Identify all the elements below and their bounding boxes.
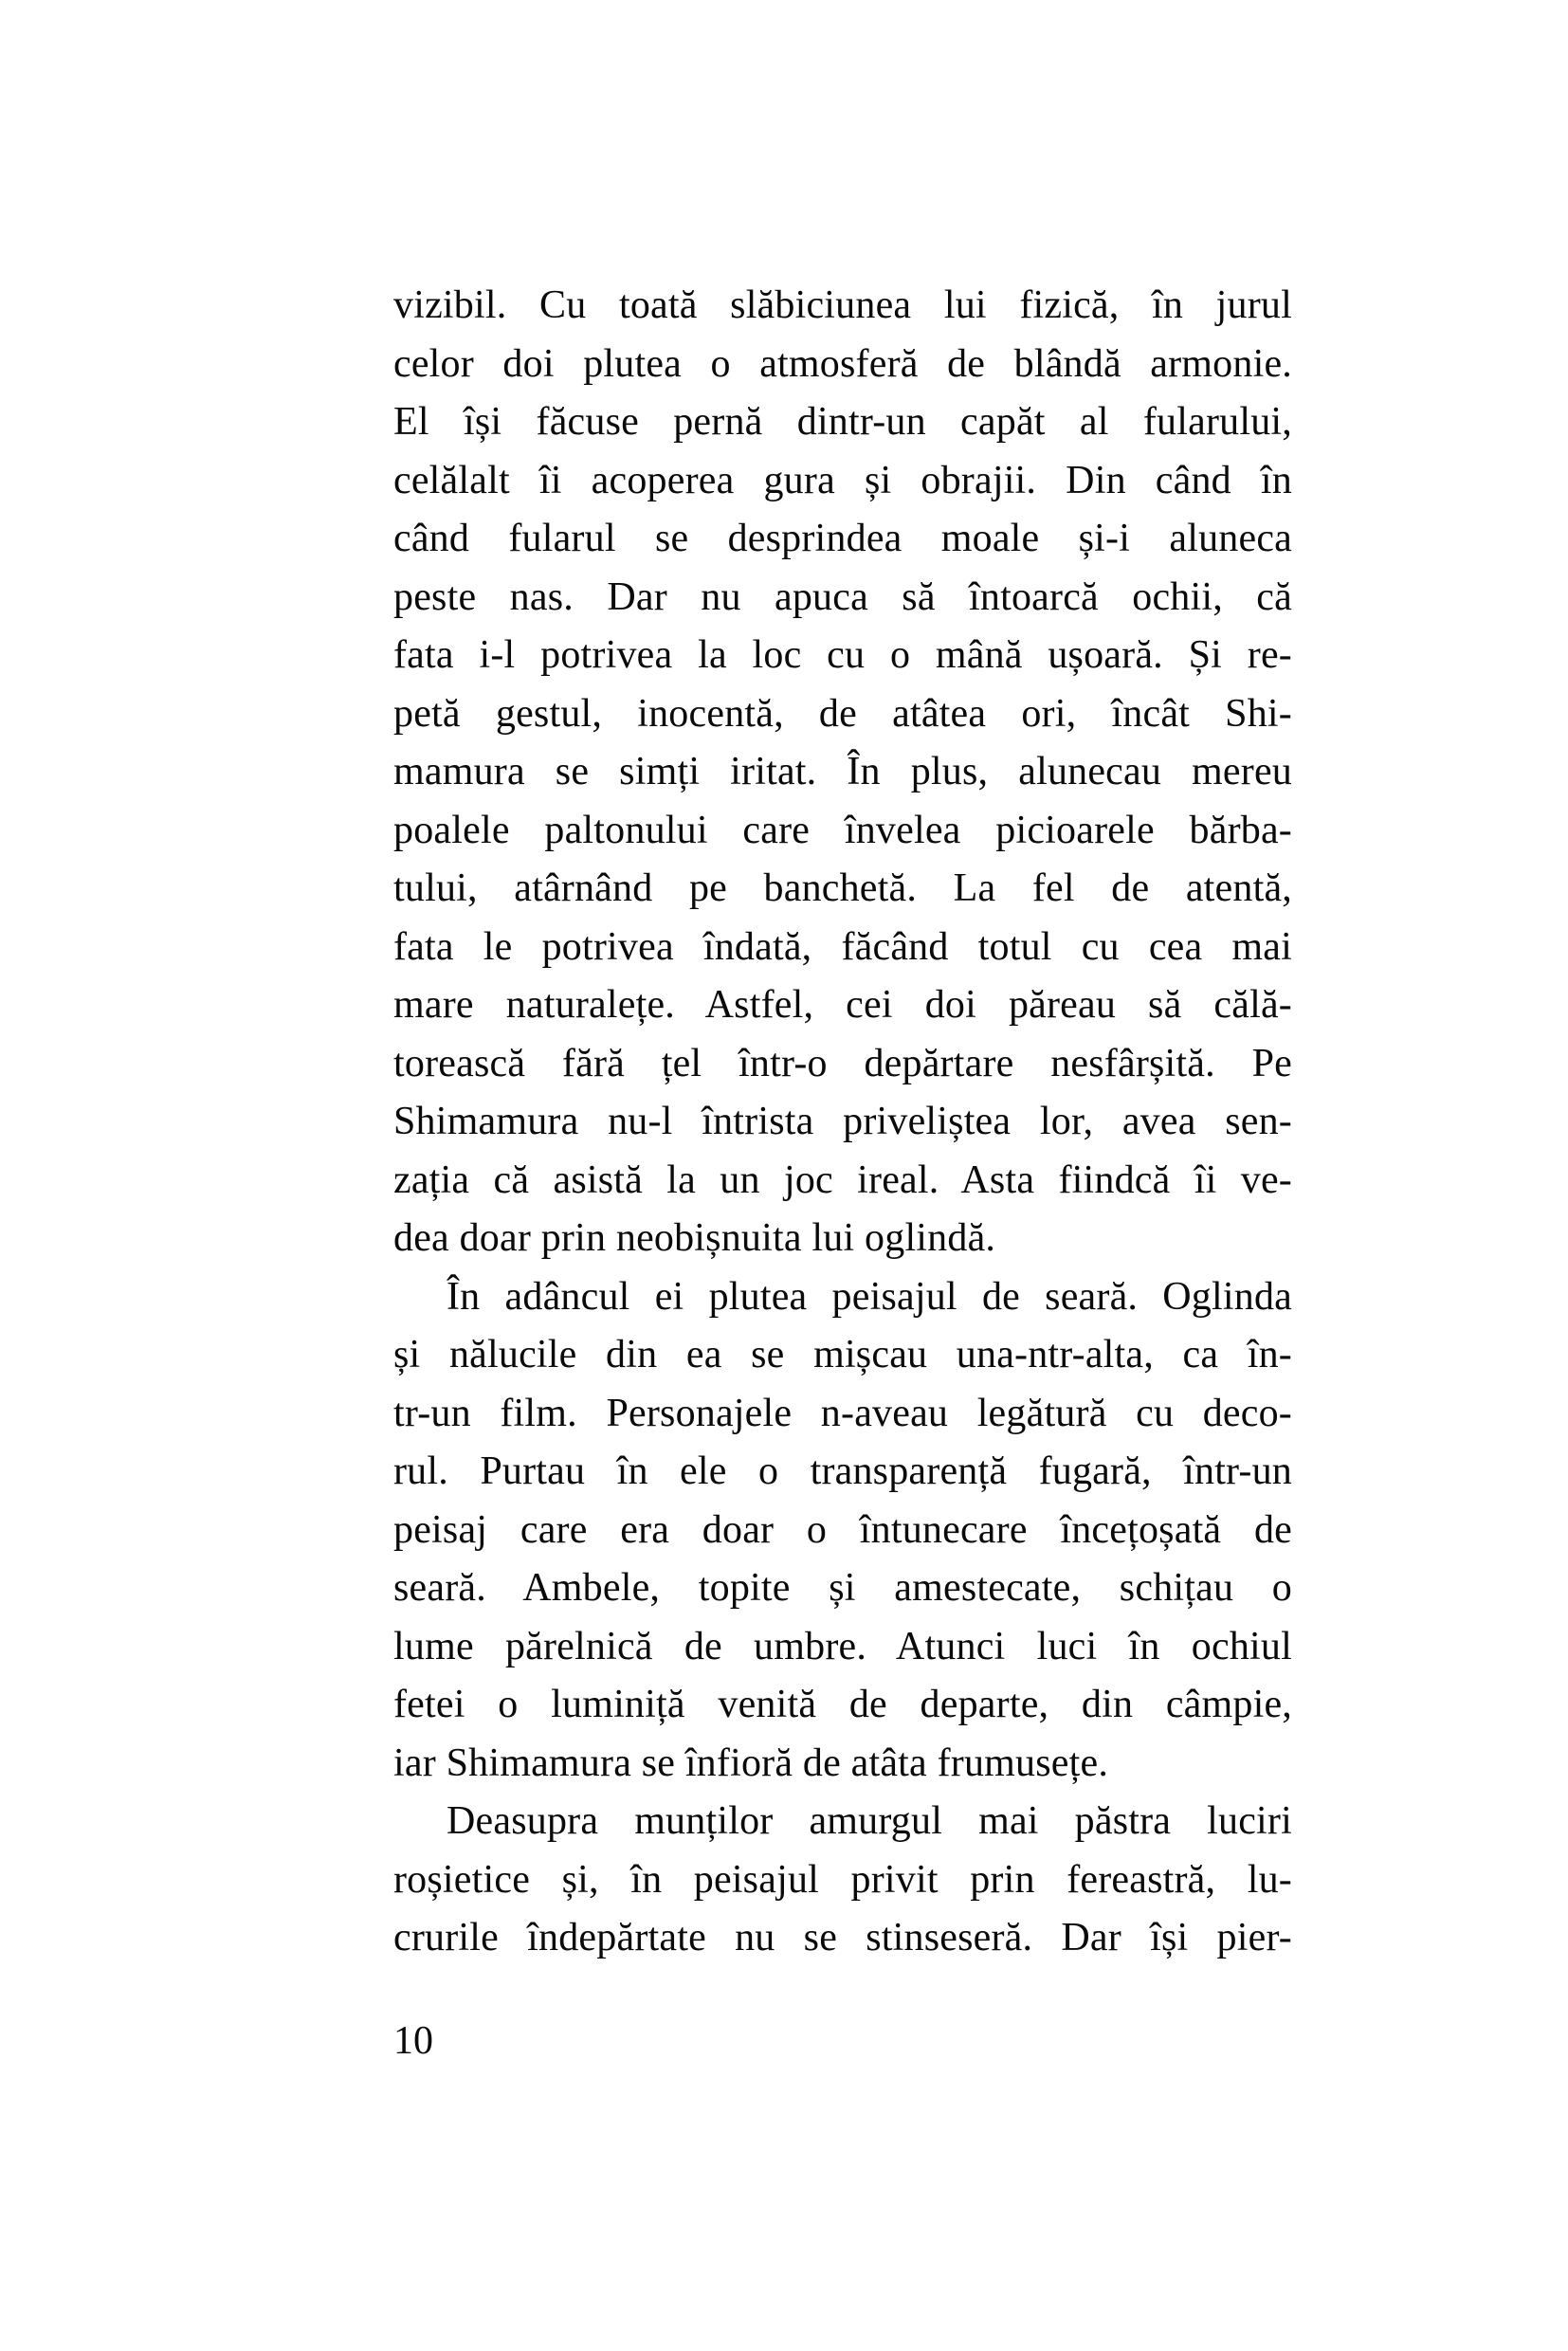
text-line: Deasupra munților amurgul mai păstra luciri <box>447 1799 1292 1843</box>
text-line: mare naturalețe. Astfel, cei doi păreau să călă- <box>393 983 1292 1027</box>
text-line: rul. Purtau în ele o transparență fugară, într-un <box>393 1449 1292 1493</box>
text-line: peisaj care era doar o întunecare încețoșată de <box>393 1507 1292 1552</box>
text-line: zația că asistă la un joc ireal. Asta fiindcă îi ve- <box>393 1157 1292 1202</box>
text-line: Shimamura nu-l întrista priveliștea lor, avea sen- <box>393 1100 1292 1143</box>
text-line: petă gestul, inocentă, de atâtea ori, încât Shi- <box>393 691 1292 736</box>
text-line: și nălucile din ea se mișcau una-ntr-alta, ca în- <box>393 1333 1292 1376</box>
text-line: tr-un film. Personajele n-aveau legătură cu deco- <box>393 1391 1292 1435</box>
text-line: celor doi plutea o atmosferă de blândă armonie. <box>393 341 1292 386</box>
text-line: fata le potrivea îndată, făcând totul cu cea mai <box>393 924 1292 969</box>
text-line: iar Shimamura se înfioră de atâta frumusețe. <box>393 1740 1109 1785</box>
text-line: peste nas. Dar nu apuca să întoarcă ochii, că <box>393 574 1292 619</box>
text-line: tului, atârnând pe banchetă. La fel de atentă, <box>393 866 1292 910</box>
text-line: crurile îndepărtate nu se stinseseră. Dar își pier- <box>393 1916 1292 1959</box>
text-line: În adâncul ei plutea peisajul de seară. Oglinda <box>447 1274 1292 1319</box>
text-line: roșietice și, în peisajul privit prin fereastră, lu- <box>393 1857 1292 1902</box>
text-line: mamura se simți iritat. În plus, alunecau mereu <box>393 750 1292 793</box>
text-line: poalele paltonului care învelea picioarele bărba- <box>393 808 1292 852</box>
text-line: fetei o luminiță venită de departe, din câmpie, <box>393 1683 1292 1726</box>
text-line: dea doar prin neobișnuita lui oglindă. <box>393 1216 996 1260</box>
text-block <box>393 277 1292 1968</box>
text-line: El își făcuse pernă dintr-un capăt al fularului, <box>393 400 1292 444</box>
text-line: torească fără țel într-o depărtare nesfârșită. Pe <box>393 1041 1292 1085</box>
text-line: când fularul se desprindea moale și-i aluneca <box>393 517 1292 560</box>
text-line: celălalt îi acoperea gura și obrajii. Din când în <box>393 458 1292 502</box>
text-line: lume părelnică de umbre. Atunci luci în ochiul <box>393 1624 1292 1668</box>
text-line: seară. Ambele, topite și amestecate, schițau o <box>393 1566 1292 1610</box>
page-number: 10 <box>393 2019 433 2063</box>
text-line: vizibil. Cu toată slăbiciunea lui fizică, în jurul <box>393 283 1292 327</box>
text-line: fata i-l potrivea la loc cu o mână ușoară. Și re- <box>393 633 1292 677</box>
